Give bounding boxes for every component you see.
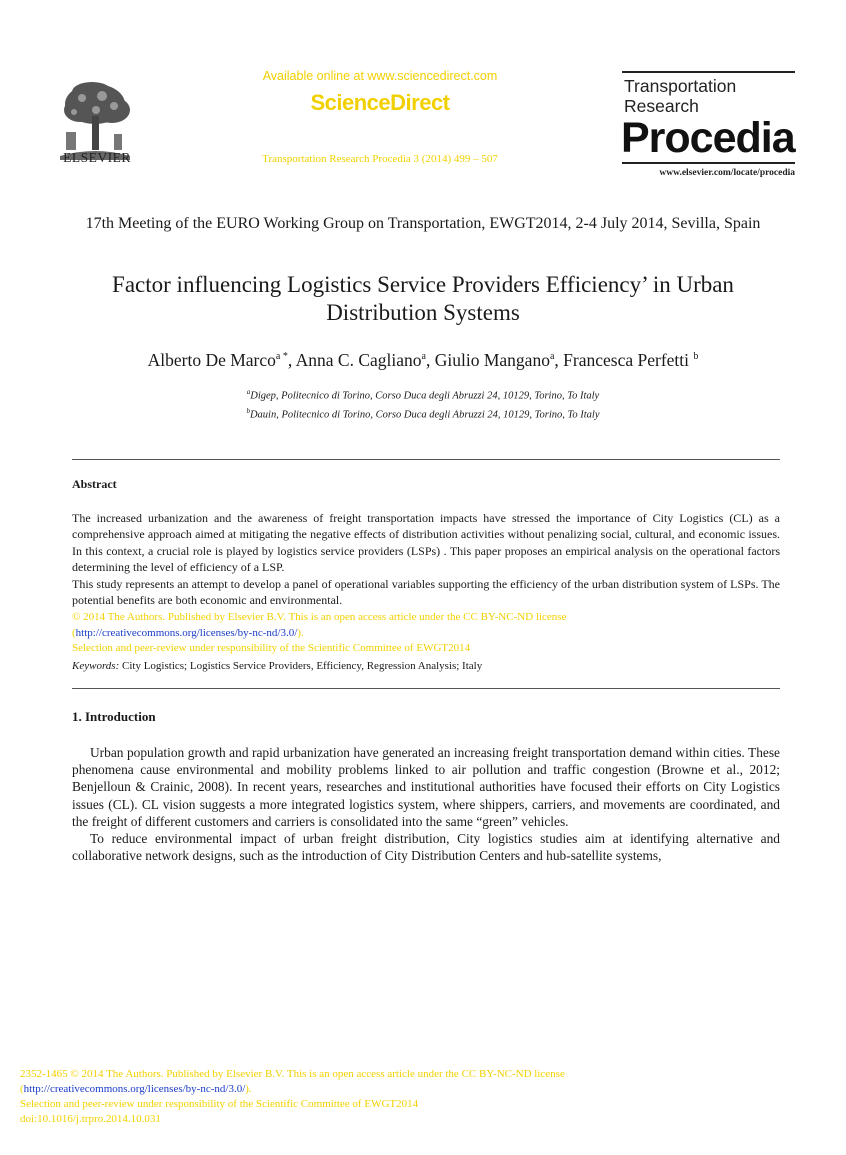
author-name: Giulio Mangano	[434, 349, 550, 370]
affiliation-text: Digep, Politecnico di Torino, Corso Duca degli Abruzzi 24, 10129, Torino, To Italy	[250, 390, 600, 402]
author-list	[60, 346, 786, 371]
keywords-list: City Logistics; Logistics Service Providers, Efficiency, Regression Analysis; Italy	[119, 660, 483, 672]
abstract-bottom-rule	[72, 688, 780, 689]
license-paren: (	[20, 1083, 24, 1095]
affiliation-text: Dauin, Politecnico di Torino, Corso Duca degli Abruzzi 24, 10129, Torino, To Italy	[249, 409, 600, 420]
introduction-heading: 1. Introduction	[72, 709, 156, 724]
license-line	[72, 626, 780, 642]
introduction-body	[72, 744, 780, 864]
abstract-paragraph: This study represents an attempt to develop a panel of operational variables supporting the efficiency of the urban distribution system of LSPs. The potential benefits are both economic and environmental.	[72, 576, 780, 608]
license-paren: ).	[245, 1083, 252, 1095]
author-name: Francesca Perfetti	[563, 349, 694, 370]
journal-logo-bottom-rule	[622, 162, 795, 164]
affiliations	[60, 385, 786, 422]
abstract-heading: Abstract	[72, 477, 117, 491]
journal-logo-top-rule	[622, 71, 795, 73]
abstract-copyright	[72, 610, 780, 657]
affiliation-mark: b	[246, 406, 250, 415]
sciencedirect-logo: ScienceDirect	[310, 90, 450, 115]
author-affiliation-mark: a *	[275, 351, 288, 362]
abstract-body	[72, 510, 780, 608]
journal-logo-line1: Transportation	[624, 76, 737, 96]
author-affiliation-mark: b	[693, 351, 699, 362]
footer-doi[interactable]: doi:10.1016/j.trpro.2014.10.031	[20, 1113, 161, 1125]
copyright-line: © 2014 The Authors. Published by Elsevier B.V. This is an open access article under the CC BY-NC-ND license	[72, 611, 567, 623]
license-paren: ).	[297, 626, 304, 639]
footer-license-link[interactable]: http://creativecommons.org/licenses/by-nc-nd/3.0/	[23, 1083, 246, 1095]
journal-logo-line3: Procedia	[621, 114, 795, 162]
license-paren: (	[72, 626, 76, 639]
introduction-paragraph: To reduce environmental impact of urban freight distribution, City logistics studies aim at identifying alternative and collaborative network designs, such as the introduction of City Distribution Centers and hub-satellite systems,	[72, 831, 780, 864]
affiliation-a	[60, 385, 786, 404]
author-affiliation-mark: a	[421, 351, 426, 362]
introduction-paragraph: Urban population growth and rapid urbanization have generated an increasing freight transportation demand within cities. These phenomena cause environmental and mobility problems linked to air pollution and traffic congestion (Browne et al., 2012; Benjelloun & Crainic, 2008). In recent years, researches and institutional authorities have focused their efforts on City Logistics issues (CL). CL vision suggests a more integrated logistics system, where shippers, carriers, and movements are coordinated, and the freight of different customers and carriers is consolidated into the same “green” vehicles.	[72, 745, 780, 829]
abstract-top-rule	[72, 459, 780, 460]
license-link[interactable]: http://creativecommons.org/licenses/by-nc-nd/3.0/	[75, 626, 298, 639]
journal-url[interactable]: www.elsevier.com/locate/procedia	[659, 168, 795, 178]
keywords-label: Keywords:	[72, 660, 120, 672]
author-separator: ,	[426, 349, 435, 370]
footer-peer-review: Selection and peer-review under responsibility of the Scientific Committee of EWGT2014	[20, 1098, 419, 1110]
footer-license-line	[20, 1082, 780, 1097]
author-separator: ,	[287, 349, 296, 370]
conference-name: 17th Meeting of the EURO Working Group on Transportation, EWGT2014, 2-4 July 2014, Sevilla, Spain	[85, 215, 761, 232]
journal-logo-line2: Research	[624, 96, 699, 116]
peer-review-line: Selection and peer-review under responsibility of the Scientific Committee of EWGT2014	[72, 642, 471, 655]
page-footer	[20, 1067, 780, 1127]
author-affiliation-mark: a	[549, 351, 555, 362]
affiliation-mark: a	[246, 388, 251, 396]
affiliation-b	[60, 404, 786, 423]
paper-title: Factor influencing Logistics Service Providers Efficiency’ in Urban Distribution Systems	[112, 272, 734, 325]
elsevier-wordmark: ELSEVIER	[63, 150, 131, 165]
keywords	[72, 659, 780, 673]
journal-reference: Transportation Research Procedia 3 (2014) 499 – 507	[262, 153, 498, 165]
abstract-paragraph: The increased urbanization and the awareness of freight transportation impacts have stressed the importance of City Logistics (CL) as a comprehensive approach aimed at mitigating the negative effects of distribution activities without penalizing social, cultural, and economic issues. In this context, a crucial role is played by logistics service providers (LSPs) . This paper proposes an empirical analysis on the operational factors determining the level of efficiency of a LSP.	[72, 511, 780, 575]
available-online-text[interactable]: Available online at www.sciencedirect.com	[262, 69, 498, 83]
footer-copyright: 2352-1465 © 2014 The Authors. Published by Elsevier B.V. This is an open access article under the CC BY-NC-ND license	[20, 1068, 565, 1080]
author-name: Alberto De Marco	[147, 349, 276, 370]
author-name: Anna C. Cagliano	[295, 349, 422, 370]
author-separator: ,	[554, 349, 564, 370]
